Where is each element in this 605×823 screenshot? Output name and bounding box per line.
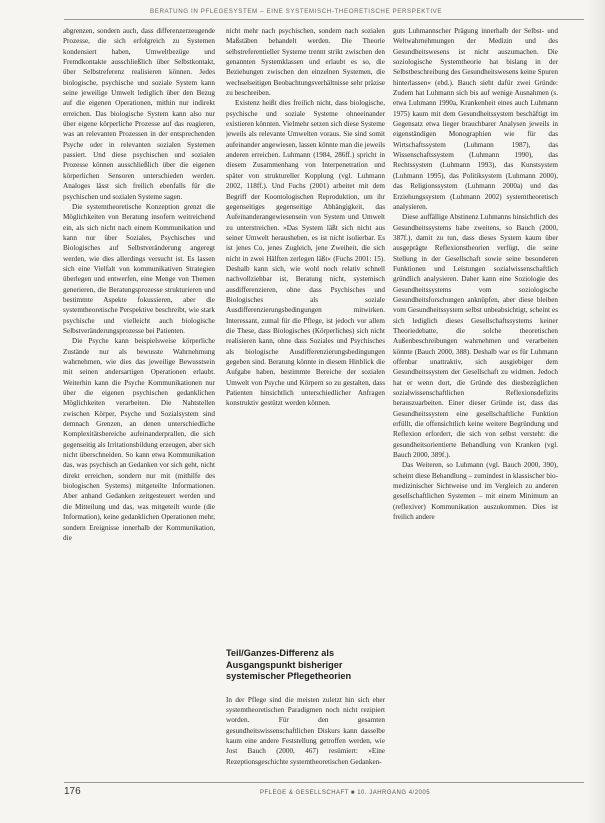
running-head: BERATUNG IN PFLEGESYSTEM – EINE SYSTEMISCH-THEORETISCHE PERSPEKTIVE bbox=[150, 8, 443, 15]
header-rule bbox=[64, 19, 584, 20]
text-column-right bbox=[393, 26, 558, 768]
scan-shadow bbox=[587, 0, 605, 823]
footer-journal-label: PFLEGE & GESELLSCHAFT ■ 10. JAHRGANG 4/2005 bbox=[260, 790, 431, 796]
section-heading: Teil/Ganzes-Differenz als Ausgangspunkt bisheriger systemischer Pflegetheorien bbox=[226, 648, 352, 681]
paragraph: Existenz heißt dies freilich nicht, dass biologische, psychische und soziale Systeme ohneeinander existieren könnten. Vielmehr setzen sich diese Systeme jeweils als relevante Umwelten voraus. Sie sind somit aufeinander angewiesen, lassen könnte man die jeweils anderen erreichen. Luhmann (1984, 286ff.) spricht in diesem Zusammenhang von Interpenetration und später von struktureller Kopplung (vgl. Luhmann 2002, 118ff.). Und Fuchs (2001) arbeitet mit dem Begriff der Koontologischen Reproduktion, um ihr gegenseitiges gegenseitige Abhängigkeit, das Aufeinanderangewiesensein von System und Umwelt zu unterstreichen. »Das System läßt sich nicht aus seiner Umwelt herausheben, es ist nicht isolierbar. Es ist jenes Co, jenes Zugleich, jene Zweiheit, die sich nicht in zwei Hälften zerlegen läßt« (Fuchs 2001: 15). Deshalb kann sich, wie wohl noch relativ schnell nachvollziehbar ist, Beratung nicht, systemisch ausdifferenzieren, ohne dass Psychisches und Biologisches als soziale Ausdifferenzierungsbedingungen mitwirken. Interessant, zumal für die Pflege, ist jedoch vor allem die These, dass Biologisches (Körperliches) sich nicht realisieren kann, ohne dass Soziales und Psychisches als biologische Ausdifferenzierungsbedingungen gegeben sind. Beratung könnte in diesem Hinblick die Aufgabe haben, bestimmte Bereiche der sozialen Umwelt von Psyche und Körpern so zu gestalten, dass Patienten hinsichtlich unterschiedlicher Anfragen konstruktiv gestützt werden können. bbox=[226, 99, 385, 408]
paragraph: abgrenzen, sondern auch, dass differenzerzeugende Prozesse, die sich erfolgreich zu Systemen kondensiert haben, Umweltbezüge und Fremdkontakte ausschließlich über Selbstkontakt, über Selbstreferenz realisieren können. Jedes biologische, psychische und soziale System kann seine jeweilige Umwelt lediglich über den Bezug auf die eigenen Operationen, mithin nur indirekt erreichen. Das biologische System kann also nur über eigene körperliche Prozesse auf das reagieren, was an relevanten Prozessen in der entsprechenden Psyche oder in relevanten sozialen Systemen passiert. Und diese psychischen und sozialen Prozesse können ausschließlich über die eigenen körperlichen Sensoren unterschieden werden. Analoges lässt sich freilich ebenfalls für die psychischen und sozialen Systeme sagen. bbox=[63, 27, 215, 201]
text-column-left bbox=[63, 26, 215, 768]
paragraph: Die Psyche kann beispielsweise körperliche Zustände nur als bewusste Wahrnehmung wahrnehmen, wie dies das jeweilige Bewusstsein mit seinen andersartigen Operationen erlaubt. Weiterhin kann die Psyche Kommunikationen nur über die eigenen psychischen gedanklichen Möglichkeiten verarbeiten. Die Nahtstellen zwischen Körper, Psyche und Sozialsystem sind demnach Grenzen, an denen unterschiedliche Komplexitätsbereiche aufeinanderprallen, die sich gegenseitig als Irritationsbildung erzeugen, aber sich nicht überschneiden. So kann etwa Kommunikation das, was psychisch an Gedanken vor sich geht, nicht direkt erreichen, sondern nur mit (mithilfe des biologischen Systems) mitgeteilte Informationen. Aber anhand Gedanken zeitgesteuert werden und die Mitteilung und das, was mitgeteilt wurde (die Information), keine gedanklichen Operationen mehr, sondern Ereignisse innerhalb der Kommunikation, die bbox=[63, 337, 215, 542]
paragraph: Das Weiteren, so Luhmann (vgl. Bauch 2000, 390), scheint diese Behandlung – zumindest in klassischer bio-medizinischer Sichtweise und im Vergleich zu anderen gesellschaftlichen Systemen – mit einem Minimum an (reflexiver) Kommunikation auszukommen. Dies ist freilich andere bbox=[393, 461, 558, 522]
paragraph: guts Luhmannscher Prägung innerhalb der Selbst- und Weltwahrnehmungen der Medizin und des Gesundheitswesens ist nicht auszumachen. Die soziologische Systemtheorie hat bislang in der Selbstbeschreibung des Gesundheitswesens keine Spuren hinterlassen« (ebd.). Bauch sieht dafür zwei Gründe: Zudem hat Luhmann sich bis auf wenige Ausnahmen (s. etwa Luhmann 1990a, Krankenheit eines auch Luhmann 1975) kaum mit dem Gesundheitssystem beschäftigt im Gegensatz etwa lieger brauchbarer Analysen jeweils in eigenständigen Monographien wie für das Wirtschaftssystem (Luhmann 1987), das Wissenschaftssystem (Luhmann 1990), das Rechtssystem (Luhmann 1993), das Kunstsystem (Luhmann 1995), das Politiksystem (Luhmann 2000), das Religionssystem (Luhmann 2000a) und das Erziehungssystem (Luhmann 2002) systemtheoretisch analysieren. bbox=[393, 27, 558, 211]
paragraph: In der Pflege sind die meisten zuletzt hin sich eher systemtheoretischen Paradigmen noch nicht rezipiert worden. Für den gesamten gesundheitswissenschaftlichen Diskurs kann dasselbe kaum eine andere Feststellung getroffen werden, wie Jost Bauch (2000, 467) resümiert: »Eine Rezeptionsgeschichte systemtheoretischen Gedanken- bbox=[226, 695, 385, 766]
footer-rule bbox=[64, 782, 584, 783]
middle-column-body bbox=[226, 26, 385, 609]
paragraph: Die systemtheoretische Konzeption grenzt die Möglichkeiten von Beratung insofern weitreichend ein, als sich nicht nach einem Kommunikation und kann nur über Soziales, Psychisches und Biologisches auf Selbstveränderung angeregt werden, wie dies allerdings versucht ist. Es lassen sich eine Vielfalt von kommunikativen Strategien überlegen und entwerfen, eine Menge von Themen generieren, die Beratungsprozesse strukturieren und bestimmte Aspekte fokussieren, aber die systemtheoretische Perspektive beschreibt, wie stark psychische und vielleicht auch biologische Selbstveränderungsprozesse bei Patienten. bbox=[63, 202, 215, 335]
paragraph: nicht mehr nach psychischen, sondern nach sozialen Maßstäben behandelt werden. Die Theorie selbstreferentieller Systeme trennt strikt zwischen den genannten Systemklassen und erlaubt es so, die Beziehungen zwischen den einzelnen Systemen, die wechselseitigen Beobachtungsverhältnisse sehr präzise zu beschreiben. bbox=[226, 27, 385, 98]
paragraph: Diese auffällige Abstinenz Luhmanns hinsichtlich des Gesundheitssystems habe zweitens, so Bauch (2000, 387f.), damit zu tun, dass dieses System kaum über ausgeprägte Reflexionstheorien verfügt, die seine Stellung in der Gesellschaft sowie seine besonderen Funktionen und Leistungen sozialwissenschaftlich gründlich analysieren. Daher kann eine Soziologie des Gesundheitssystems vom soziologische Gesundheitsforschungen anknüpfen, aber diese bleiben vom Gesundheitssystem selbst unbeabsichtigt, scheint es sich lediglich dieses Gesellschaftssystems keiner Theoriedebatte, die solche theoretischen Außenbeschreibungen wahrnehmen und verarbeiten könnte (Bauch 2000, 388). Deshalb war es für Luhmann offenbar unattraktiv, sich ausgiebiger dem Gesundheitssystem der Gesellschaft zu widmen. Jedoch hat er wenn dort, die Gründe des diesbezüglichen sozialwissenschaftlichen Reflexionsdefizits herauszuarbeiten. Einer dieser Gründe ist, dass das Gesundheitssystem eine gesellschaftliche Funktion erfüllt, die offensichtlich keine weitere Begründung und Reflexion erfordert, die sich von selbst versteht: die gesundheitsorientierte Behandlung von Kranken (vgl. Bauch 2000, 389f.). bbox=[393, 213, 558, 460]
middle-column-section-body bbox=[226, 695, 385, 769]
text-column-middle bbox=[226, 26, 385, 768]
page-number: 176 bbox=[64, 786, 81, 797]
